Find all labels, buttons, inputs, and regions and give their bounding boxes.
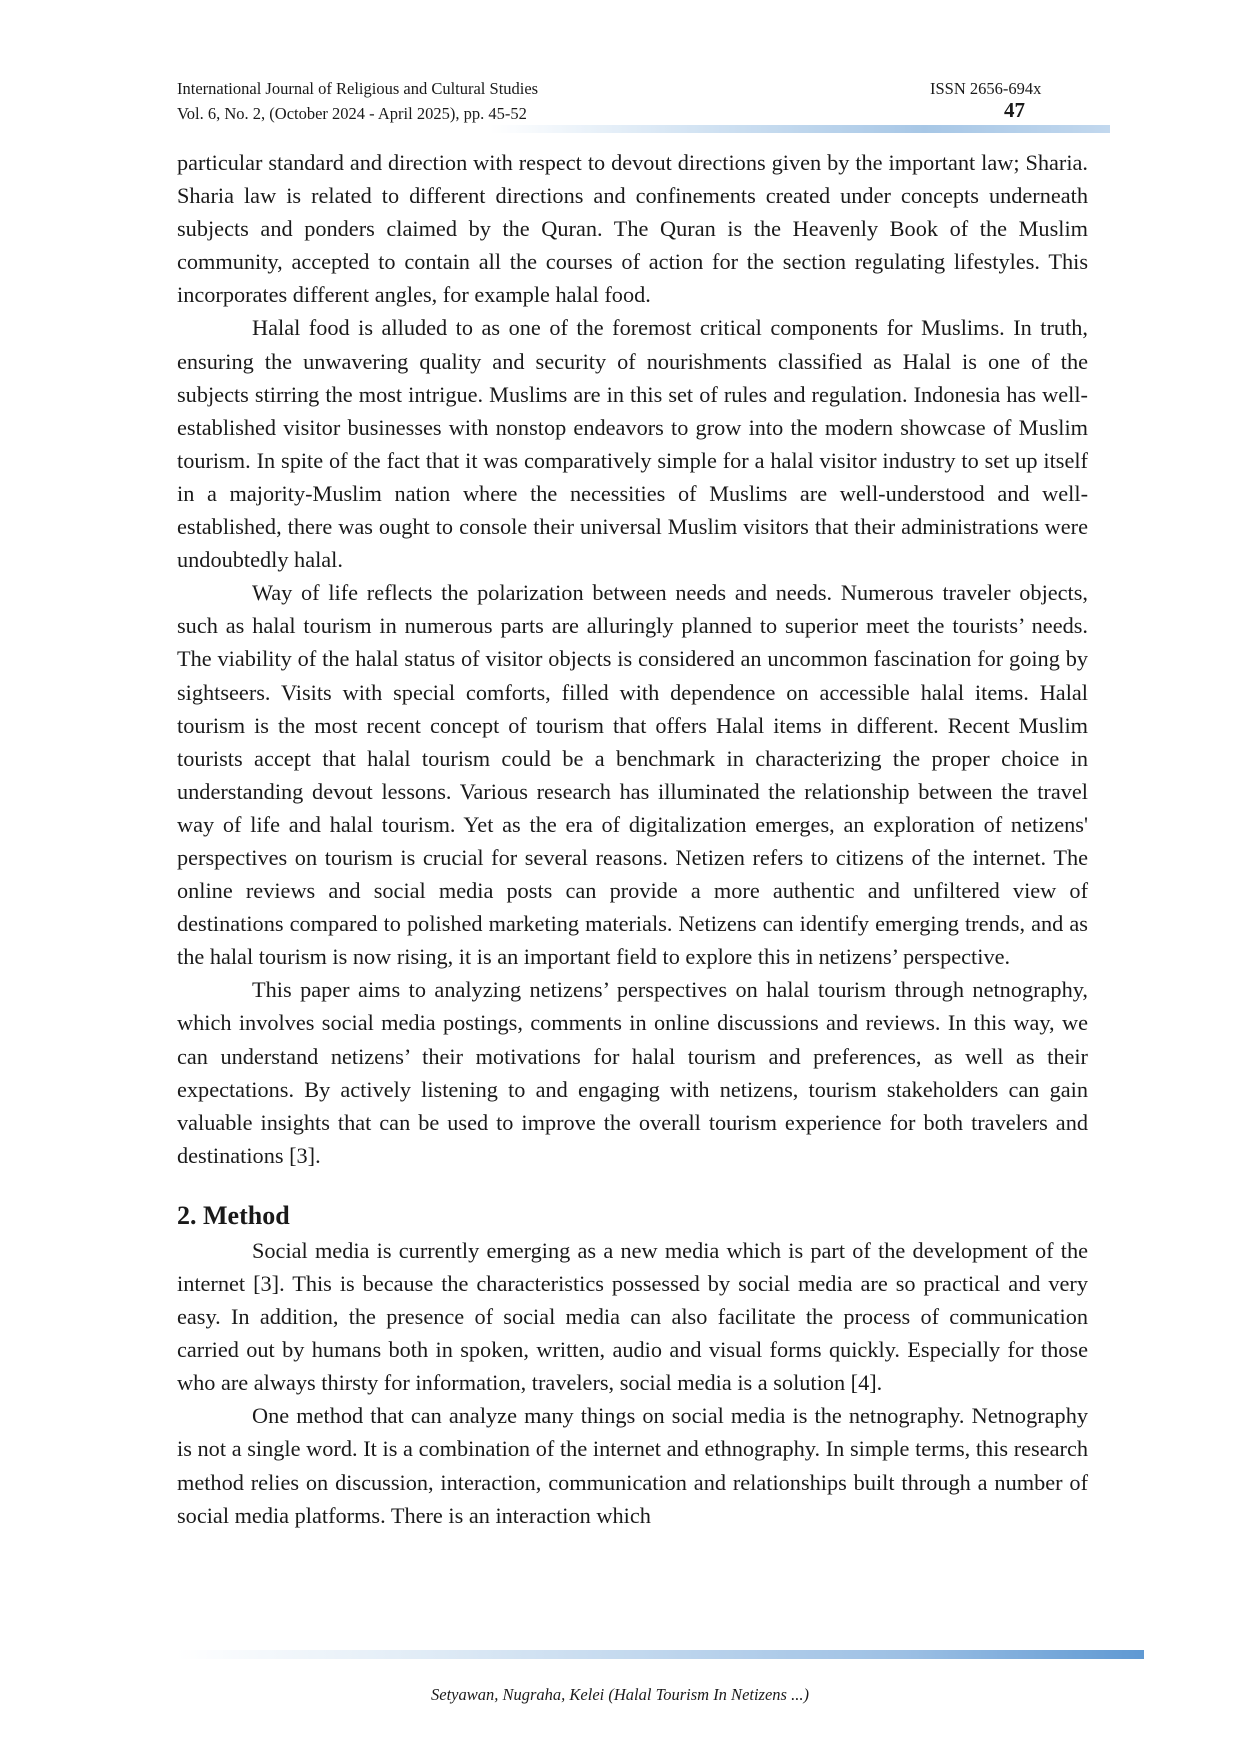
volume-info: Vol. 6, No. 2, (October 2024 - April 2025), pp. 45-52 bbox=[177, 104, 527, 123]
issn: ISSN 2656-694x bbox=[930, 79, 1042, 98]
footer-rule bbox=[177, 1650, 1144, 1659]
main-text bbox=[177, 146, 1088, 1532]
paragraph: Halal food is alluded to as one of the foremost critical components for Muslims. In truth, ensuring the unwavering quality and security of nourishments classified as Halal is one of the subjects stirring the most intrigue. Muslims are in this set of rules and regulation. Indonesia has well-established visitor businesses with nonstop endeavors to grow into the modern showcase of Muslim tourism. In spite of the fact that it was comparatively simple for a halal visitor industry to set up itself in a majority-Muslim nation where the necessities of Muslims are well-understood and well-established, there was ought to console their universal Muslim visitors that their administrations were undoubtedly halal. bbox=[177, 315, 1088, 573]
running-header-left bbox=[177, 76, 538, 126]
paragraph: particular standard and direction with respect to devout directions given by the important law; Sharia. Sharia law is related to different directions and confinements created under concepts underneath subjects and ponders claimed by the Quran. The Quran is the Heavenly Book of the Muslim community, accepted to contain all the courses of action for the section regulating lifestyles. This incorporates different angles, for example halal food. bbox=[177, 150, 1088, 308]
paragraph: Social media is currently emerging as a new media which is part of the development of the internet [3]. This is because the characteristics possessed by social media are so practical and very easy. In addition, the presence of social media can also facilitate the process of communication carried out by humans both in spoken, written, audio and visual forms quickly. Especially for those who are always thirsty for information, travelers, social media is a solution [4]. bbox=[177, 1237, 1088, 1396]
header-rule bbox=[490, 125, 1110, 133]
section-heading: 2. Method bbox=[177, 1200, 290, 1230]
page-number: 47 bbox=[1004, 98, 1025, 122]
paragraph: This paper aims to analyzing netizens’ perspectives on halal tourism through netnography, which involves social media postings, comments in online discussions and reviews. In this way, we can understand netizens’ their motivations for halal tourism and preferences, as well as their expectations. By actively listening to and engaging with netizens, tourism stakeholders can gain valuable insights that can be used to improve the overall tourism experience for both travelers and destinations [3]. bbox=[177, 977, 1088, 1168]
paragraph: One method that can analyze many things on social media is the netnography. Netnography is not a single word. It is a combination of the internet and ethnography. In simple terms, this research method relies on discussion, interaction, communication and relationships built through a number of social media platforms. There is an interaction which bbox=[177, 1403, 1088, 1528]
footer-citation: Setyawan, Nugraha, Kelei (Halal Tourism In Netizens ...) bbox=[431, 1685, 809, 1704]
paragraph: Way of life reflects the polarization between needs and needs. Numerous traveler objects, such as halal tourism in numerous parts are alluringly planned to superior meet the tourists’ needs. The viability of the halal status of visitor objects is considered an uncommon fascination for going by sightseers. Visits with special comforts, filled with dependence on accessible halal items. Halal tourism is the most recent concept of tourism that offers Halal items in different. Recent Muslim tourists accept that halal tourism could be a benchmark in characterizing the proper choice in understanding devout lessons. Various research has illuminated the relationship between the travel way of life and halal tourism. Yet as the era of digitalization emerges, an exploration of netizens' perspectives on tourism is crucial for several reasons. Netizen refers to citizens of the internet. The online reviews and social media posts can provide a more authentic and unfiltered view of destinations compared to polished marketing materials. Netizens can identify emerging trends, and as the halal tourism is now rising, it is an important field to explore this in netizens’ perspective. bbox=[177, 580, 1088, 970]
journal-name: International Journal of Religious and Cultural Studies bbox=[177, 79, 539, 98]
